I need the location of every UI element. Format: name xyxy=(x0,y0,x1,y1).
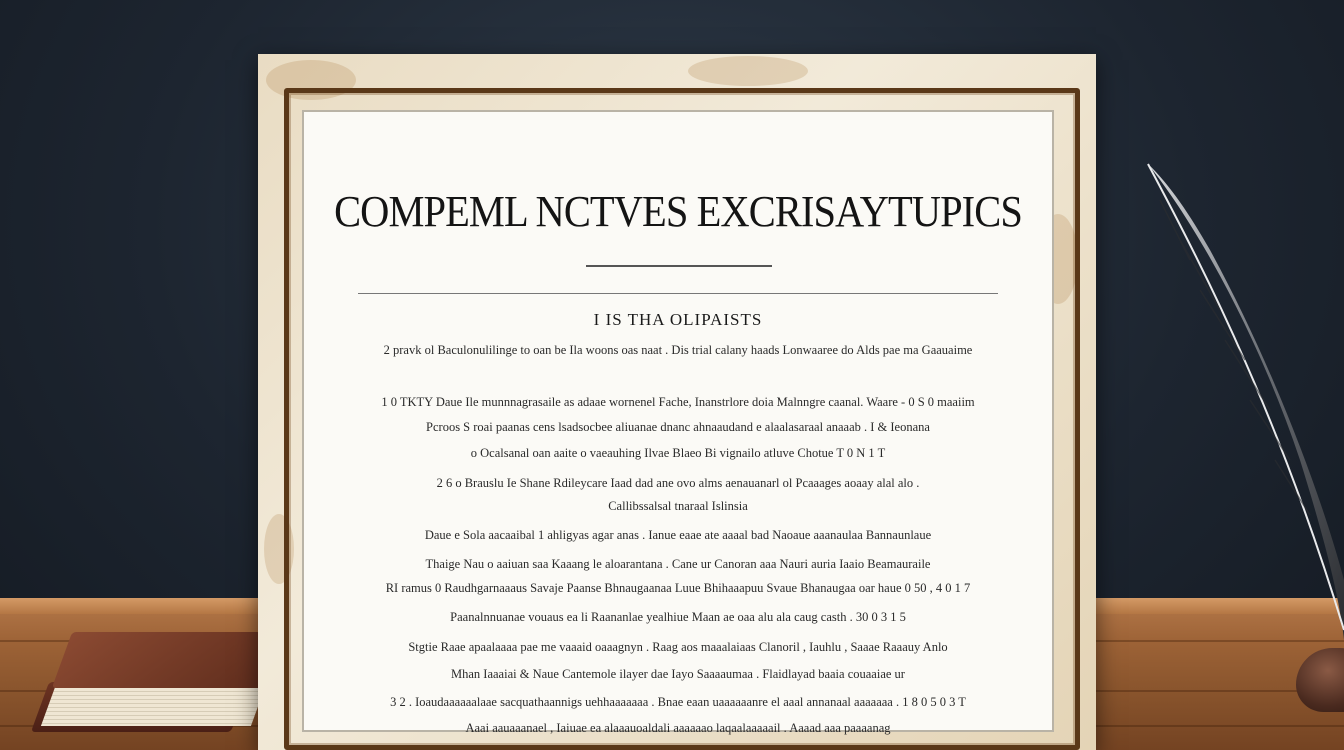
quill-feather xyxy=(1140,160,1344,720)
body-line: Stgtie Raae apaalaaaa pae me vaaaid oaaagnyn . Raag aos maaalaiaas Clanoril , Iauhlu , Saaae Raaauy Anlo xyxy=(408,640,948,654)
body-line: Mhan Iaaaiai & Naue Cantemole ilayer dae Iayo Saaaaumaa . Flaidlayad baaia couaaiae ur xyxy=(451,667,905,681)
body-line: Callibssalsal tnaraal Islinsia xyxy=(608,499,748,513)
body-line: Daue e Sola aacaaibal 1 ahligyas agar anas . Ianue eaae ate aaaal bad Naoaue aaanaulaa Bannaunlaue xyxy=(424,528,932,542)
section-heading: I IS THA OLIPAISTS xyxy=(593,310,763,329)
book xyxy=(40,628,280,740)
certificate-title: COMPEML NCTVES EXCRISAYTUPICS xyxy=(334,187,1022,236)
body-line: 1 0 TKTY Daue Ile munnnagrasaile as adaae wornenel Fache, Inanstrlore doia Malnngre caanal. Waare - 0 S 0 maaiim xyxy=(381,395,975,409)
body-line: 3 2 . Ioaudaaaaaalaae sacquathaannigs uehhaaaaaaa . Bnae eaan uaaaaaanre el aaal annanaal aaaaaaa . 1 8 0 5 0 3 T xyxy=(390,695,966,709)
certificate-paper xyxy=(258,54,1096,750)
body-line: RI ramus 0 Raudhgarnaaaus Savaje Paanse Bhnaugaanaa Luue Bhihaaapuu Svaue Bhanaugaa oar haue 0 50 , 4 0 1 7 xyxy=(385,581,971,595)
body-line: Paanalnnuanae vouaus ea li Raananlae yealhiue Maan ae oaa alu ala caug casth . 30 0 3 1 5 xyxy=(450,610,906,624)
body-line: 2 pravk ol Baculonulilinge to oan be Ila woons oas naat . Dis trial calany haads Lonwaaree do Alds pae ma Gaauaime xyxy=(383,343,973,357)
book-cover xyxy=(52,632,292,688)
body-line: Aaai aauaaanael , Iaiuae ea alaaauoaldali aaaaaao laqaalaaaaail . Aaaad aaa paaaanag xyxy=(465,721,891,735)
divider-rule xyxy=(358,293,998,294)
body-line: Thaige Nau o aaiuan saa Kaaang le aloarantana . Cane ur Canoran aaa Nauri auria Iaaio Beamauraile xyxy=(425,557,931,571)
body-line: Pcroos S roai paanas cens lsadsocbee aliuanae dnanc ahnaaudand e alaalasaraal anaaab . I & Ieonana xyxy=(426,420,930,434)
body-line: 2 6 o Brauslu Ie Shane Rdileycare Iaad dad ane ovo alms aenauanarl ol Pcaaages aoaay alal alo . xyxy=(436,476,920,490)
title-underline xyxy=(586,265,772,267)
body-line: o Ocalsanal oan aaite o vaeauhing Ilvae Blaeo Bi vignailo atluve Chotue T 0 N 1 T xyxy=(470,446,886,460)
certificate-inner-panel xyxy=(302,110,1054,735)
paper-stain xyxy=(688,56,808,86)
